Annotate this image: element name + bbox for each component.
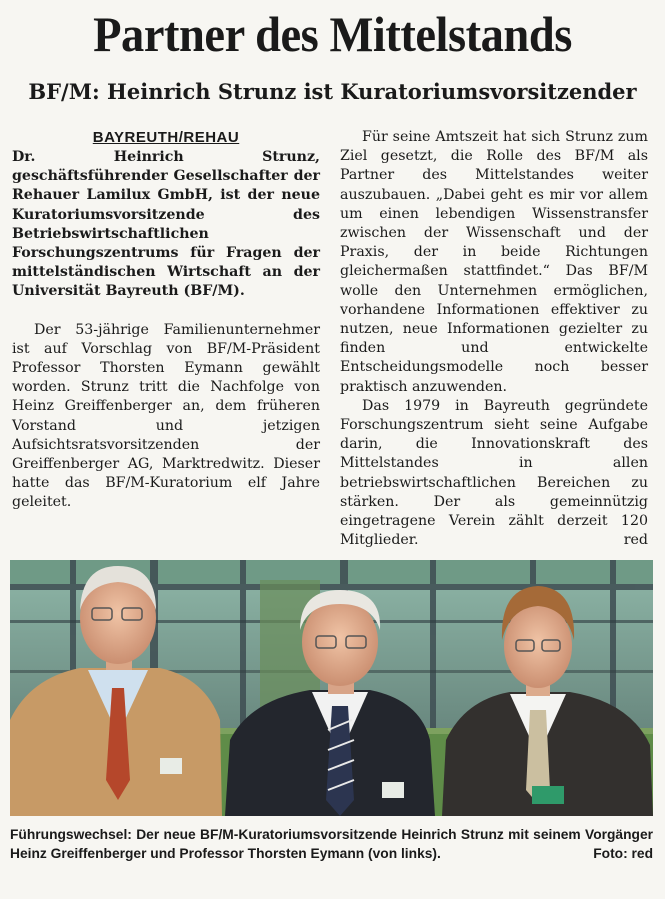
author-signoff: red [623,532,648,549]
body-paragraph-3: Das 1979 in Bayreuth gegründete Forschungszentrum sieht seine Aufgabe darin, die Innovationskraft des Mittelstandes in allen betriebswirtschaftlichen Bereichen zu stärken. Der als gemeinnützig eingetragene Verein zählt derzeit 120 Mitglieder. [340,397,648,549]
lead-paragraph: Dr. Heinrich Strunz, geschäftsführender Gesellschafter der Rehauer Lamilux GmbH, ist der neue Kuratoriumsvorsitzende des Betriebswirtschaftlichen Forschungszentrums für Fragen der mittelständischen Wirtschaft an der Universität Bayreuth (BF/M). [12,149,320,300]
press-photo [10,560,653,816]
headline: Partner des Mittelstands [93,6,572,62]
dateline: BAYREUTH/REHAU [92,129,240,146]
subheadline: BF/M: Heinrich Strunz ist Kuratoriumsvorsitzender [28,79,637,104]
body-paragraph-1: Der 53-jährige Familienunternehmer ist auf Vorschlag von BF/M-Präsident Professor Thorsten Eymann gewählt worden. Strunz tritt die Nachfolge von Heinz Greiffenberger an, dem früheren Vorstand und jetzigen Aufsichtsratsvorsitzenden der Greiffenberger AG, Marktredwitz. Dieser hatte das BF/M-Kuratorium elf Jahre geleitet. [12,321,320,511]
body-paragraph-2: Für seine Amtszeit hat sich Strunz zum Ziel gesetzt, die Rolle des BF/M als Partner des Mittelstandes weiter auszubauen. „Dabei geht es mir vor allem um einen lebendigen Wissenstransfer zwischen der Wissenschaft und der Praxis, der in beide Richtungen gleichermaßen stattfindet.“ Das BF/M wolle den Unternehmen ermöglichen, vorhandene Informationen effektiver zu nutzen, neue Informationen gezielter zu finden und entwickelte Entscheidungsmodelle noch besser praktisch anzuwenden. [340,129,648,395]
article-column-left [12,128,320,513]
caption-text: Führungswechsel: Der neue BF/M-Kuratoriumsvorsitzende Heinrich Strunz mit seinem Vorgänger Heinz Greiffenberger und Professor Thorsten Eymann (von links). [10,827,653,861]
photo-credit: Foto: red [593,845,653,861]
photo-caption [10,826,653,863]
article-column-right [340,128,648,551]
